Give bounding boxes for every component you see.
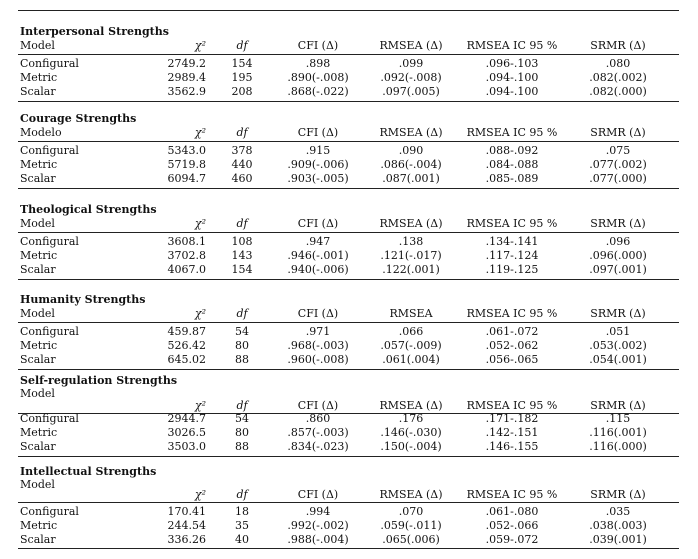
header-df: df (236, 307, 248, 320)
header-rule (18, 322, 679, 323)
cell-cfi: .860 (305, 412, 331, 425)
header-chi-square: χ² (194, 307, 206, 320)
cell-rmsea: .061(.004) (382, 353, 440, 366)
cell-model: Metric (20, 71, 58, 84)
cell-model: Scalar (20, 85, 56, 98)
cell-ic: .085-.089 (485, 172, 539, 185)
cell-ic: .061-.072 (485, 325, 539, 338)
cell-cfi: .868(-.022) (287, 85, 349, 98)
header-cfi: CFI (Δ) (297, 399, 339, 412)
cell-ic: .094-.100 (485, 71, 539, 84)
header-rmsea-ic: RMSEA IC 95 % (466, 488, 558, 501)
cell-model: Scalar (20, 440, 56, 453)
cell-srmr: .116(.000) (589, 440, 647, 453)
cell-df: 54 (235, 325, 249, 338)
cell-chi: 2944.7 (167, 412, 206, 425)
header-srmr: SRMR (Δ) (590, 39, 646, 52)
cell-ic: .096-.103 (485, 57, 539, 70)
cell-chi: 6094.7 (167, 172, 206, 185)
cell-df: 378 (231, 144, 253, 157)
cell-srmr: .053(.002) (589, 339, 647, 352)
cell-srmr: .096 (605, 235, 631, 248)
cell-model: Metric (20, 519, 58, 532)
header-row (0, 217, 698, 231)
table-row (0, 353, 698, 367)
table-row (0, 172, 698, 186)
cell-ic: .059-.072 (485, 533, 539, 546)
cell-ic: .084-.088 (485, 158, 539, 171)
header-rmsea: RMSEA (389, 307, 433, 320)
cell-model: Configural (20, 412, 79, 425)
cell-rmsea: .059(-.011) (380, 519, 442, 532)
table-row (0, 235, 698, 249)
cell-srmr: .054(.001) (589, 353, 647, 366)
cell-ic: .052-.066 (485, 519, 539, 532)
cell-df: 80 (235, 426, 249, 439)
cell-df: 440 (231, 158, 253, 171)
cell-cfi: .903(-.005) (287, 172, 349, 185)
header-chi-square: χ² (194, 217, 206, 230)
table-row (0, 57, 698, 71)
header-model: Model (20, 307, 55, 320)
cell-rmsea: .065(.006) (382, 533, 440, 546)
cell-rmsea: .066 (398, 325, 424, 338)
section-rule (18, 188, 679, 189)
cell-chi: 3608.1 (167, 235, 206, 248)
header-cfi: CFI (Δ) (297, 488, 339, 501)
header-rmsea-ic: RMSEA IC 95 % (466, 39, 558, 52)
header-df: df (236, 399, 248, 412)
header-cfi: CFI (Δ) (297, 217, 339, 230)
section-title: Courage Strengths (20, 112, 137, 125)
cell-df: 154 (231, 263, 253, 276)
cell-srmr: .077(.000) (589, 172, 647, 185)
cell-srmr: .116(.001) (589, 426, 647, 439)
cell-ic: .171-.182 (485, 412, 539, 425)
header-model: Model (20, 39, 55, 52)
cell-model: Configural (20, 235, 79, 248)
table-row (0, 519, 698, 533)
header-row (0, 39, 698, 53)
section-rule (18, 279, 679, 280)
cell-rmsea: .099 (398, 57, 424, 70)
cell-model: Scalar (20, 533, 56, 546)
cell-chi: 244.54 (167, 519, 206, 532)
cell-df: 195 (231, 71, 253, 84)
cell-rmsea: .070 (398, 505, 424, 518)
cell-ic: .088-.092 (485, 144, 539, 157)
cell-chi: 3562.9 (167, 85, 206, 98)
cell-cfi: .940(-.006) (287, 263, 349, 276)
header-df: df (236, 488, 248, 501)
cell-df: 88 (235, 353, 249, 366)
cell-cfi: .898 (305, 57, 331, 70)
header-row (0, 488, 698, 502)
cell-model: Scalar (20, 353, 56, 366)
cell-df: 143 (231, 249, 253, 262)
header-srmr: SRMR (Δ) (590, 399, 646, 412)
cell-rmsea: .057(-.009) (380, 339, 442, 352)
header-model: Model (20, 217, 55, 230)
section-title: Theological Strengths (20, 203, 157, 216)
cell-chi: 336.26 (167, 533, 206, 546)
cell-rmsea: .090 (398, 144, 424, 157)
header-srmr: SRMR (Δ) (590, 488, 646, 501)
table-row (0, 249, 698, 263)
cell-df: 208 (231, 85, 253, 98)
cell-cfi: .988(-.004) (287, 533, 349, 546)
header-rmsea-ic: RMSEA IC 95 % (466, 399, 558, 412)
section-rule (18, 369, 679, 370)
cell-srmr: .082(.002) (589, 71, 647, 84)
cell-model: Metric (20, 426, 58, 439)
header-rule (18, 54, 679, 55)
cell-chi: 170.41 (167, 505, 206, 518)
header-rmsea-ic: RMSEA IC 95 % (466, 307, 558, 320)
table-row (0, 505, 698, 519)
cell-ic: .056-.065 (485, 353, 539, 366)
table-row (0, 71, 698, 85)
section-rule (18, 101, 679, 102)
header-df: df (236, 126, 248, 139)
cell-chi: 5719.8 (167, 158, 206, 171)
table-row (0, 144, 698, 158)
cell-chi: 3503.0 (167, 440, 206, 453)
header-rmsea: RMSEA (Δ) (379, 217, 443, 230)
cell-chi: 3702.8 (167, 249, 206, 262)
cell-srmr: .082(.000) (589, 85, 647, 98)
cell-srmr: .038(.003) (589, 519, 647, 532)
cell-cfi: .890(-.008) (287, 71, 349, 84)
cell-model: Scalar (20, 263, 56, 276)
cell-model: Configural (20, 325, 79, 338)
header-srmr: SRMR (Δ) (590, 217, 646, 230)
header-row (0, 126, 698, 140)
header-cfi: CFI (Δ) (297, 126, 339, 139)
header-model: Modelo (20, 126, 62, 139)
cell-rmsea: .087(.001) (382, 172, 440, 185)
header-rule (18, 141, 679, 142)
cell-srmr: .115 (605, 412, 631, 425)
cell-srmr: .077(.002) (589, 158, 647, 171)
cell-cfi: .960(-.008) (287, 353, 349, 366)
table-top-rule (18, 10, 679, 11)
cell-ic: .146-.155 (485, 440, 539, 453)
cell-ic: .061-.080 (485, 505, 539, 518)
cell-rmsea: .097(.005) (382, 85, 440, 98)
cell-chi: 2749.2 (167, 57, 206, 70)
section-title: Interpersonal Strengths (20, 25, 169, 38)
header-cfi: CFI (Δ) (297, 307, 339, 320)
cell-model: Metric (20, 339, 58, 352)
header-rmsea: RMSEA (Δ) (379, 399, 443, 412)
table-row (0, 85, 698, 99)
cell-chi: 526.42 (167, 339, 206, 352)
header-row (0, 307, 698, 321)
cell-rmsea: .086(-.004) (380, 158, 442, 171)
cell-cfi: .968(-.003) (287, 339, 349, 352)
cell-df: 35 (235, 519, 249, 532)
table-row (0, 325, 698, 339)
cell-cfi: .971 (305, 325, 331, 338)
cell-srmr: .096(.000) (589, 249, 647, 262)
header-rule (18, 502, 679, 503)
cell-chi: 3026.5 (167, 426, 206, 439)
cell-df: 18 (235, 505, 249, 518)
cell-chi: 459.87 (167, 325, 206, 338)
cell-df: 80 (235, 339, 249, 352)
section-title: Self-regulation Strengths (20, 374, 178, 387)
header-df: df (236, 39, 248, 52)
section-rule (18, 456, 679, 457)
cell-df: 40 (235, 533, 249, 546)
cell-model: Configural (20, 57, 79, 70)
header-rmsea: RMSEA (Δ) (379, 488, 443, 501)
header-df: df (236, 217, 248, 230)
cell-model: Scalar (20, 172, 56, 185)
cell-cfi: .992(-.002) (287, 519, 349, 532)
cell-rmsea: .122(.001) (382, 263, 440, 276)
cell-srmr: .097(.001) (589, 263, 647, 276)
cell-model: Metric (20, 158, 58, 171)
header-rmsea-ic: RMSEA IC 95 % (466, 217, 558, 230)
header-rmsea: RMSEA (Δ) (379, 39, 443, 52)
cell-ic: .094-.100 (485, 85, 539, 98)
header-chi-square: χ² (194, 39, 206, 52)
cell-cfi: .947 (305, 235, 331, 248)
table-row (0, 158, 698, 172)
cell-chi: 645.02 (167, 353, 206, 366)
header-row (0, 399, 698, 413)
header-chi-square: χ² (194, 488, 206, 501)
cell-rmsea: .092(-.008) (380, 71, 442, 84)
header-chi-square: χ² (194, 399, 206, 412)
table-row (0, 412, 698, 426)
cell-rmsea: .146(-.030) (380, 426, 442, 439)
section-title: Humanity Strengths (20, 293, 146, 306)
header-rmsea: RMSEA (Δ) (379, 126, 443, 139)
cell-srmr: .080 (605, 57, 631, 70)
cell-ic: .134-.141 (485, 235, 539, 248)
cell-srmr: .051 (605, 325, 631, 338)
header-srmr: SRMR (Δ) (590, 307, 646, 320)
table-row (0, 533, 698, 547)
cell-cfi: .946(-.001) (287, 249, 349, 262)
header-model: Model (20, 478, 55, 491)
cell-df: 88 (235, 440, 249, 453)
cell-df: 460 (231, 172, 253, 185)
cell-chi: 4067.0 (167, 263, 206, 276)
table-row (0, 339, 698, 353)
cell-cfi: .915 (305, 144, 331, 157)
cell-ic: .052-.062 (485, 339, 539, 352)
header-rmsea-ic: RMSEA IC 95 % (466, 126, 558, 139)
cell-srmr: .075 (605, 144, 631, 157)
cell-chi: 2989.4 (167, 71, 206, 84)
cell-df: 154 (231, 57, 253, 70)
cell-ic: .117-.124 (485, 249, 539, 262)
header-srmr: SRMR (Δ) (590, 126, 646, 139)
cell-ic: .142-.151 (485, 426, 539, 439)
table-row (0, 440, 698, 454)
cell-model: Configural (20, 505, 79, 518)
cell-model: Metric (20, 249, 58, 262)
cell-cfi: .857(-.003) (287, 426, 349, 439)
header-cfi: CFI (Δ) (297, 39, 339, 52)
cell-rmsea: .150(-.004) (380, 440, 442, 453)
cell-srmr: .035 (605, 505, 631, 518)
header-chi-square: χ² (194, 126, 206, 139)
cell-ic: .119-.125 (485, 263, 539, 276)
cell-rmsea: .121(-.017) (380, 249, 442, 262)
cell-df: 54 (235, 412, 249, 425)
cell-cfi: .994 (305, 505, 331, 518)
cell-chi: 5343.0 (167, 144, 206, 157)
header-model: Model (20, 387, 55, 400)
cell-cfi: .909(-.006) (287, 158, 349, 171)
cell-rmsea: .138 (398, 235, 424, 248)
table-row (0, 426, 698, 440)
header-rule (18, 232, 679, 233)
section-title: Intellectual Strengths (20, 465, 157, 478)
cell-rmsea: .176 (398, 412, 424, 425)
cell-srmr: .039(.001) (589, 533, 647, 546)
table-row (0, 263, 698, 277)
table-bottom-rule (18, 548, 679, 549)
cell-cfi: .834(-.023) (287, 440, 349, 453)
cell-model: Configural (20, 144, 79, 157)
cell-df: 108 (231, 235, 253, 248)
